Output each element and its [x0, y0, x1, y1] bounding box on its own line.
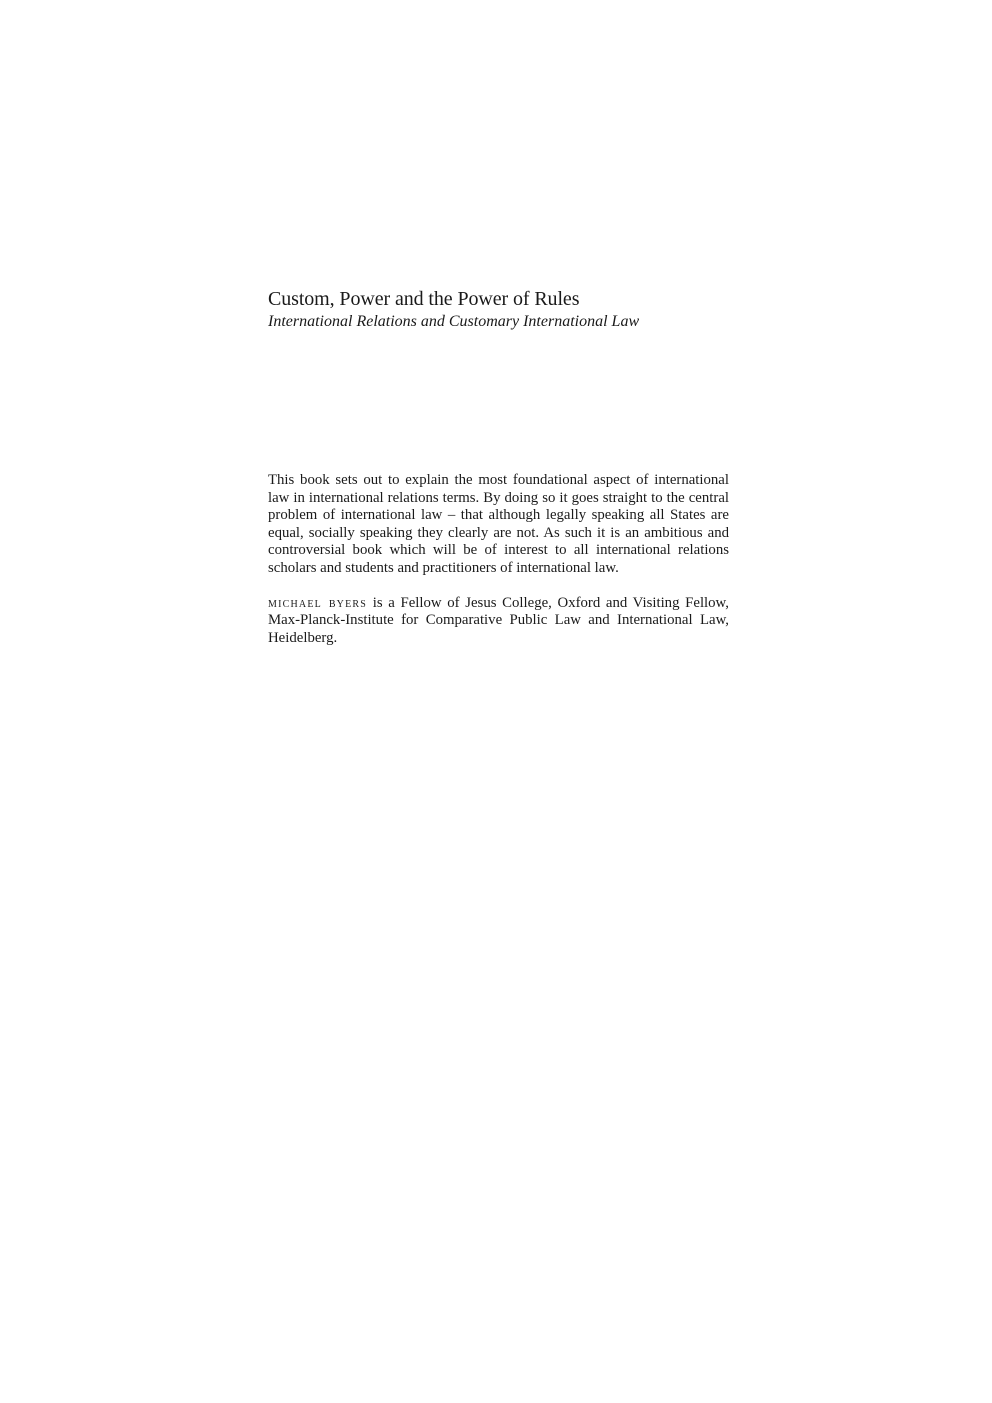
- book-subtitle: International Relations and Customary International Law: [268, 313, 640, 330]
- blurb-block: [268, 472, 729, 647]
- book-description: This book sets out to explain the most foundational aspect of international law in international relations terms. By doing so it goes straight to the central problem of international law – that although legally speaking all States are equal, socially speaking they clearly are not. As such it is an ambitious and controversial book which will be of interest to all international relations scholars and students and practitioners of international law.: [268, 472, 729, 576]
- author-bio: [268, 595, 729, 648]
- book-title: Custom, Power and the Power of Rules: [268, 288, 580, 310]
- author-bio-text: is a Fellow of Jesus College, Oxford and Visiting Fellow, Max-Planck-Institute for Comparative Public Law and International Law, Heidelberg.: [268, 594, 729, 646]
- title-block: [268, 286, 748, 332]
- author-name: michael byers: [268, 594, 368, 611]
